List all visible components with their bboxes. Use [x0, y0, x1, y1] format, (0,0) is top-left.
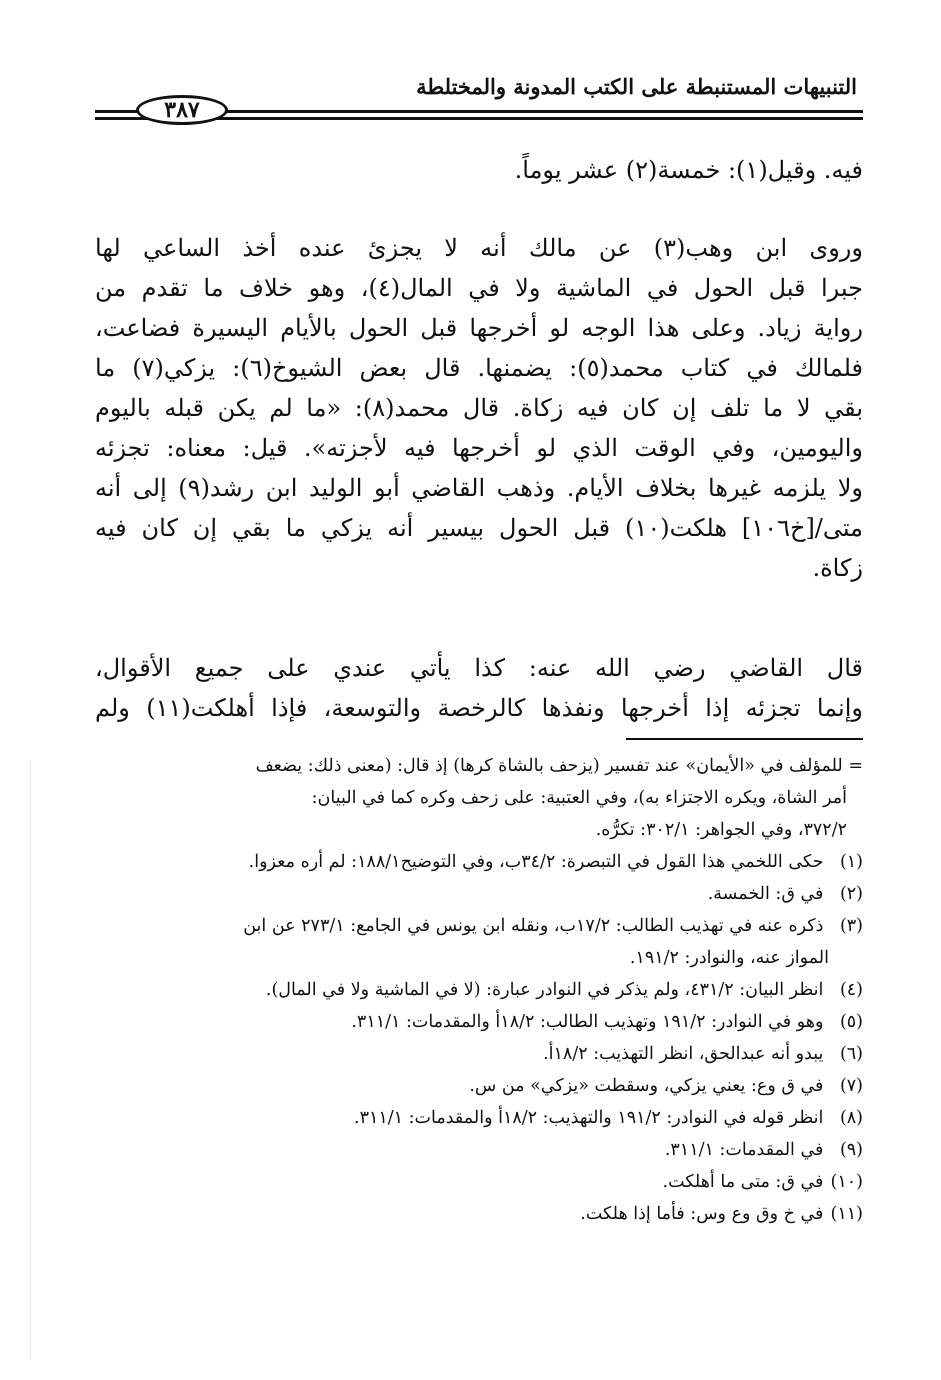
footnote-number: (٥)	[839, 1012, 863, 1032]
footnote-separator	[626, 738, 863, 740]
text-line: متى/[خ١٠٦] هلكت(١٠) قبل الحول بيسير أنه يزكي ما بقي إن كان فيه	[95, 514, 863, 542]
footnotes	[95, 750, 863, 1230]
footnote-text: في خ وق وع وس: فأما إذا هلكت.	[580, 1204, 824, 1224]
footnote-number: (٩)	[839, 1140, 863, 1160]
footnote-number: (٣)	[839, 916, 863, 936]
footnote-text: ذكره عنه في تهذيب الطالب: ١٧/٢ب، ونقله ابن يونس في الجامع: ٢٧٣/١ عن ابن	[243, 916, 824, 936]
footnote-1	[95, 846, 863, 878]
footnote-number: (٦)	[839, 1044, 863, 1064]
footnote-number: (٢)	[839, 884, 863, 904]
text-line: واليومين، وفي الوقت الذي لو أخرجها فيه لأجزته». قيل: معناه: تجزئه	[95, 434, 863, 462]
text-line: جبرا قبل الحول في الماشية ولا في المال(٤)، وهو خلاف ما تقدم من	[95, 274, 863, 302]
footnote-10	[95, 1166, 863, 1198]
footnote-continuation-line: = للمؤلف في «الأيمان» عند تفسير (يزحف بالشاة كرها) إذ قال: (معنى ذلك: يضعف	[255, 756, 863, 776]
footnote-7	[95, 1070, 863, 1102]
paragraph-2	[95, 228, 863, 588]
footnote-text: يبدو أنه عبدالحق، انظر التهذيب: ١٨/٢أ.	[543, 1044, 824, 1064]
footnote-9	[95, 1134, 863, 1166]
footnote-continuation-line: ٣٧٢/٢، وفي الجواهر: ٣٠٢/١: تكرُّه.	[595, 820, 847, 840]
footnote-text: انظر قوله في النوادر: ١٩١/٢ والتهذيب: ١٨/٢أ والمقدمات: ٣١١/١.	[354, 1108, 824, 1128]
text-line: بقي لا ما تلف إن كان فيه زكاة. قال محمد(٨): «ما لم يكن قبله باليوم	[95, 394, 864, 422]
footnote-5	[95, 1006, 863, 1038]
footnote-text: في ق: متى ما أهلكت.	[662, 1172, 824, 1192]
footnote-4	[95, 974, 863, 1006]
text-line: وروى ابن وهب(٣) عن مالك أنه لا يجزئ عنده أخذ الساعي لها	[95, 234, 863, 262]
footnote-continuation-line: أمر الشاة، ويكره الاجتزاء به)، وفي العتبية: على زحف وكره كما في البيان:	[311, 788, 847, 808]
text-line: فلمالك في كتاب محمد(٥): يضمنها. قال بعض الشيوخ(٦): يزكي(٧) ما	[95, 354, 863, 382]
footnote-text: انظر البيان: ٤٣١/٢، ولم يذكر في النوادر عبارة: (لا في الماشية ولا في المال).	[265, 980, 824, 1000]
footnote-number: (٧)	[839, 1076, 863, 1096]
footnote-text: وهو في النوادر: ١٩١/٢ وتهذيب الطالب: ١٨/٢أ والمقدمات: ٣١١/١.	[351, 1012, 824, 1032]
footnote-text: في ق وع: يعني يزكي، وسقطت «يزكي» من س.	[469, 1076, 824, 1096]
footnote-number: (١٠)	[830, 1172, 863, 1192]
footnote-text: في ق: الخمسة.	[707, 884, 824, 904]
footnote-text: حكى اللخمي هذا القول في التبصرة: ٣٤/٢ب، وفي التوضيح١٨٨/١: لم أره معزوا.	[248, 852, 824, 872]
footnote-number: (٤)	[839, 980, 863, 1000]
text-line: رواية زياد. وعلى هذا الوجه لو أخرجها قبل الحول بالأيام اليسيرة فضاعت،	[95, 314, 863, 342]
text-line: فيه. وقيل(١): خمسة(٢) عشر يوماً.	[514, 156, 863, 184]
text-line: زكاة.	[812, 554, 863, 582]
text-line: قال القاضي رضي الله عنه: كذا يأتي عندي على جميع الأقوال،	[95, 654, 863, 682]
footnote-3-continued: المواز عنه، والنوادر: ١٩١/٢.	[629, 948, 829, 968]
footnote-3	[95, 910, 863, 942]
page-number: ٣٨٧	[136, 95, 228, 125]
footnote-text: في المقدمات: ٣١١/١.	[664, 1140, 824, 1160]
footnote-number: (١)	[839, 852, 863, 872]
scan-margin-line	[30, 760, 31, 1360]
footnote-number: (١١)	[830, 1204, 863, 1224]
footnote-6	[95, 1038, 863, 1070]
running-title: التنبيهات المستنبطة على الكتب المدونة والمختلطة	[416, 74, 857, 99]
footnote-11	[95, 1198, 863, 1230]
footnote-8	[95, 1102, 863, 1134]
text-line: وإنما تجزئه إذا أخرجها ونفذها كالرخصة والتوسعة، فإذا أهلكت(١١) ولم	[95, 694, 863, 722]
footnote-number: (٨)	[839, 1108, 863, 1128]
footnote-2	[95, 878, 863, 910]
text-line: ولا يلزمه غيرها بخلاف الأيام. وذهب القاضي أبو الوليد ابن رشد(٩) إلى أنه	[95, 474, 863, 502]
paragraph-1	[95, 150, 863, 190]
paragraph-3	[95, 648, 863, 728]
